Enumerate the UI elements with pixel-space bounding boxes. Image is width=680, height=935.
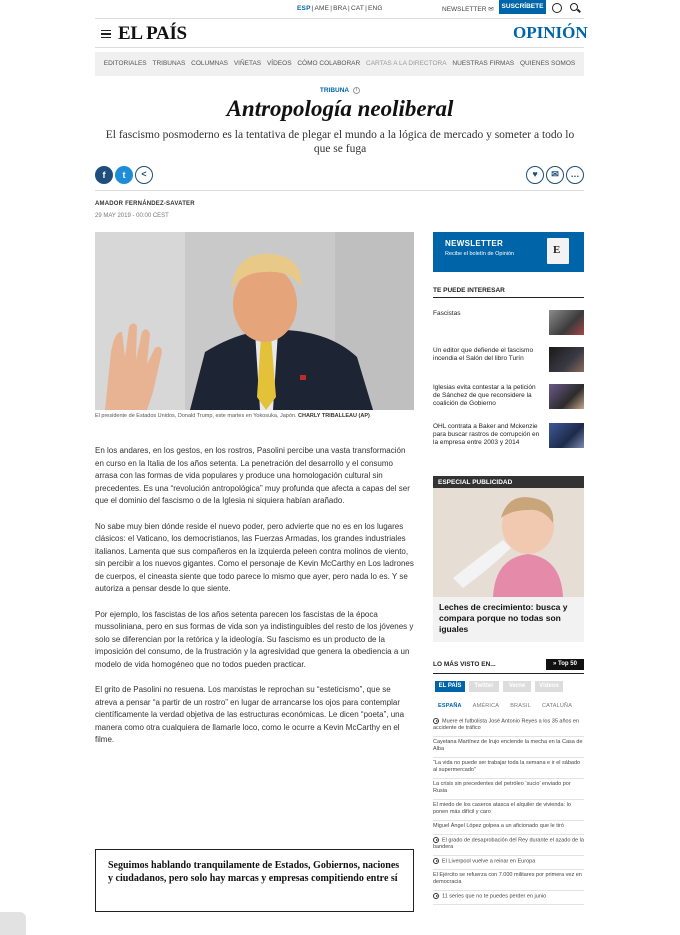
article-title: Antropología neoliberal xyxy=(226,96,454,121)
related-thumbnail xyxy=(549,310,584,335)
related-thumbnail xyxy=(549,384,584,409)
related-item[interactable]: OHL contrata a Baker and Mckenzie para buscar rastros de corrupción en la empresa entre 2003 y 2014 xyxy=(433,423,584,450)
user-icon[interactable] xyxy=(552,3,562,13)
facebook-icon: f xyxy=(102,170,106,180)
play-icon xyxy=(433,858,439,864)
subnav-vinetas[interactable]: VIÑETAS xyxy=(233,60,262,67)
search-icon[interactable] xyxy=(570,3,578,11)
divider xyxy=(95,190,584,191)
comments-button[interactable] xyxy=(566,166,584,184)
divider xyxy=(95,47,584,48)
list-item[interactable]: 11 series que no te puedes perder en junio xyxy=(433,891,584,905)
edition-esp[interactable]: ESP xyxy=(297,5,311,12)
mail-icon: ✉ xyxy=(551,169,559,179)
newsletter-promo[interactable] xyxy=(433,232,584,272)
play-icon xyxy=(433,718,439,724)
newsletter-subtitle: Recibe el boletín de Opinión xyxy=(445,251,515,257)
subscribe-button[interactable]: SUSCRÍBETE xyxy=(499,0,546,14)
twitter-icon: t xyxy=(122,170,126,180)
sponsored-heading: ESPECIAL PUBLICIDAD xyxy=(433,476,584,488)
list-item[interactable]: El Liverpool vuelve a reinar en Europa xyxy=(433,856,584,870)
paragraph: En los andares, en los gestos, en los rostros, Pasolini percibe una vasta transformación en curso en la Italia de los años setenta. La penetración del desarrollo y el consumo arrasa con las formas de vida populares y produce una homologación cultural sin precedentes. Es una “revolución antropológica” muy profunda que afecta a capas del ser que el dominio del fascismo o de la Iglesia ni siquiera habían arañado. xyxy=(95,446,410,505)
edition-bra[interactable]: BRA xyxy=(333,5,348,12)
related-thumbnail xyxy=(549,423,584,448)
top50-link[interactable]: » Top 50 xyxy=(546,659,584,670)
related-item[interactable]: Fascistas xyxy=(433,310,584,337)
play-icon xyxy=(433,837,439,843)
pull-quote: Seguimos hablando tranquilamente de Estados, Gobiernos, naciones y ciudadanos, pero solo hay marcas y empresas compitiendo entre sí xyxy=(95,849,414,912)
twitter-share-button[interactable] xyxy=(115,166,133,184)
related-item[interactable]: Iglesias evita contestar a la petición de Sánchez de que reconsidere la coalición de Gobierno xyxy=(433,384,584,411)
divider xyxy=(433,673,584,674)
most-viewed-heading: LO MÁS VISTO EN... xyxy=(433,661,496,668)
paragraph: El grito de Pasolini no resuena. Los marxistas le reprochan su “esteticismo”, que se atreva a pensar “a partir de un rostro” en lugar de arrancarse los ojos para contemplar científicamente la verdad objetiva de las estructuras económicas. Le dicen “poeta”, una manera como otra cualquiera de llamarle loco, como le ocurre a Kevin McCarthy en el filme. xyxy=(95,685,405,744)
heart-icon: ♥ xyxy=(532,169,538,179)
newsletter-link[interactable]: NEWSLETTER ✉ xyxy=(442,6,494,13)
section-subnav xyxy=(95,52,584,76)
subnav-videos[interactable]: VÍDEOS xyxy=(266,60,292,67)
related-item[interactable]: Un editor que defiende el fascismo incendia el Salón del libro Turín xyxy=(433,347,584,374)
sponsored-card[interactable] xyxy=(433,476,584,642)
subtab-cataluna[interactable]: CATALUÑA xyxy=(541,703,573,709)
list-item[interactable]: La crisis sin precedentes del petróleo ‘sucio’ enviado por Rusia xyxy=(433,779,584,800)
edition-cat[interactable]: CAT xyxy=(350,5,365,12)
list-item[interactable]: “La vida no puede ser trabajar toda la semana e ir el sábado al supermercado” xyxy=(433,758,584,779)
related-heading: TE PUEDE INTERESAR xyxy=(433,287,584,298)
paragraph: Por ejemplo, los fascistas de los años setenta parecen los fascistas de la época mussoliniana, pero en sus formas de vida son ya indistinguibles del resto de los jóvenes y solo se diferencian por la retórica y la ideología. Su fascismo es un producto de la imposición del consumo, de la frustración y la agresividad que genera la obediencia a un modelo de vida homogéneo que no todos pueden practicar. xyxy=(95,609,414,669)
article-author[interactable]: AMADOR FERNÁNDEZ-SAVATER xyxy=(95,201,195,207)
edition-selector[interactable]: ESP|AME|BRA|CAT|ENG xyxy=(297,5,383,12)
list-item[interactable]: Muere el futbolista José Antonio Reyes a los 35 años en accidente de tráfico xyxy=(433,716,584,737)
subtab-espana[interactable]: ESPAÑA xyxy=(438,703,462,709)
play-icon xyxy=(433,893,439,899)
article-subtitle: El fascismo posmoderno es la tentativa de plegar el mundo a la lógica de mercado y someter a todo lo que se fuga xyxy=(105,129,575,155)
sponsored-image xyxy=(433,488,584,573)
edition-eng[interactable]: ENG xyxy=(367,5,383,12)
tab-twitter[interactable]: Twitter xyxy=(469,681,499,692)
tab-el-pais[interactable]: EL PAÍS xyxy=(435,681,465,692)
like-button[interactable] xyxy=(526,166,544,184)
sponsored-title: Leches de crecimiento: busca y compara porque no todas son iguales xyxy=(439,602,568,634)
share-icon: < xyxy=(141,169,147,179)
article-date: 29 MAY 2019 - 00:00 CEST xyxy=(95,213,169,219)
subnav-nuestras-firmas[interactable]: NUESTRAS FIRMAS xyxy=(452,60,515,67)
divider xyxy=(95,18,584,19)
most-viewed-list xyxy=(433,716,584,905)
baby-photo-illustration xyxy=(433,488,584,597)
list-item[interactable]: El miedo de los caseros atasca el alquiler de vivienda: lo ponen más difícil y caro xyxy=(433,800,584,821)
subtab-brasil[interactable]: BRASIL xyxy=(510,703,531,709)
photo-caption: El presidente de Estados Unidos, Donald Trump, este martes en Yokosuka, Japón. CHARLY TRIBALLEAU (AP) xyxy=(95,413,370,419)
trump-photo-illustration xyxy=(95,232,414,410)
list-item[interactable]: El grado de desaprobación del Rey durante el azado de la bandera xyxy=(433,835,584,856)
kicker-link[interactable]: TRIBUNA xyxy=(319,87,350,95)
top-bar xyxy=(0,0,680,16)
article-body xyxy=(95,445,414,760)
tab-videos[interactable]: Vídeos xyxy=(535,681,563,692)
tab-verne[interactable]: Verne xyxy=(503,681,531,692)
site-logo[interactable]: EL PAÍS xyxy=(118,23,187,44)
subnav-cartas[interactable]: CARTAS A LA DIRECTORA xyxy=(366,60,447,67)
list-item[interactable]: Miguel Ángel López golpea a un aficionado que le tiró xyxy=(433,821,584,835)
subnav-columnas[interactable]: COLUMNAS xyxy=(191,60,228,67)
email-button[interactable] xyxy=(546,166,564,184)
newspaper-icon xyxy=(547,238,569,264)
info-icon[interactable]: i xyxy=(353,87,360,94)
share-button[interactable] xyxy=(135,166,153,184)
edition-ame[interactable]: AME xyxy=(314,5,330,12)
subnav-quienes-somos[interactable]: QUIENES SOMOS xyxy=(519,60,576,67)
list-item[interactable]: Cayetana Martínez de Irujo enciende la mecha en la Casa de Alba xyxy=(433,737,584,758)
subnav-como-colaborar[interactable]: CÓMO COLABORAR xyxy=(297,60,361,67)
paragraph: No sabe muy bien dónde reside el nuevo poder, pero advierte que no es en los lugares clásicos: el Vaticano, los democristianos, las Fuerzas Armadas, los grandes industriales italianos. Lamenta que sus compañeros en la izquierda peleen contra molinos de viento, sin percibir a los nuevos gigantes. Como el personaje de Kevin McCarthy en Los ladrones de cuerpos, el cineasta siente que todo parece lo mismo que ayer, pero nada lo es. Y se autoriza a pensar desde lo que siente. xyxy=(95,521,414,593)
facebook-share-button[interactable] xyxy=(95,166,113,184)
article-photo xyxy=(95,232,414,410)
newsletter-title: NEWSLETTER xyxy=(445,239,504,248)
related-thumbnail xyxy=(549,347,584,372)
subnav-tribunas[interactable]: TRIBUNAS xyxy=(152,60,186,67)
photo-credit: CHARLY TRIBALLEAU (AP) xyxy=(298,413,370,419)
article-kicker xyxy=(0,87,680,94)
mail-icon: ✉ xyxy=(488,6,494,13)
list-item[interactable]: El Ejército se refuerza con 7.000 militares por primera vez en democracia xyxy=(433,870,584,891)
scroll-to-top-button[interactable] xyxy=(0,912,26,935)
section-title[interactable]: OPINIÓN xyxy=(513,23,588,42)
comments-icon: … xyxy=(570,169,580,179)
subnav-editoriales[interactable]: EDITORIALES xyxy=(103,60,147,67)
subtab-america[interactable]: AMÉRICA xyxy=(472,703,500,709)
region-tabs xyxy=(438,703,583,709)
menu-icon[interactable] xyxy=(101,30,111,38)
